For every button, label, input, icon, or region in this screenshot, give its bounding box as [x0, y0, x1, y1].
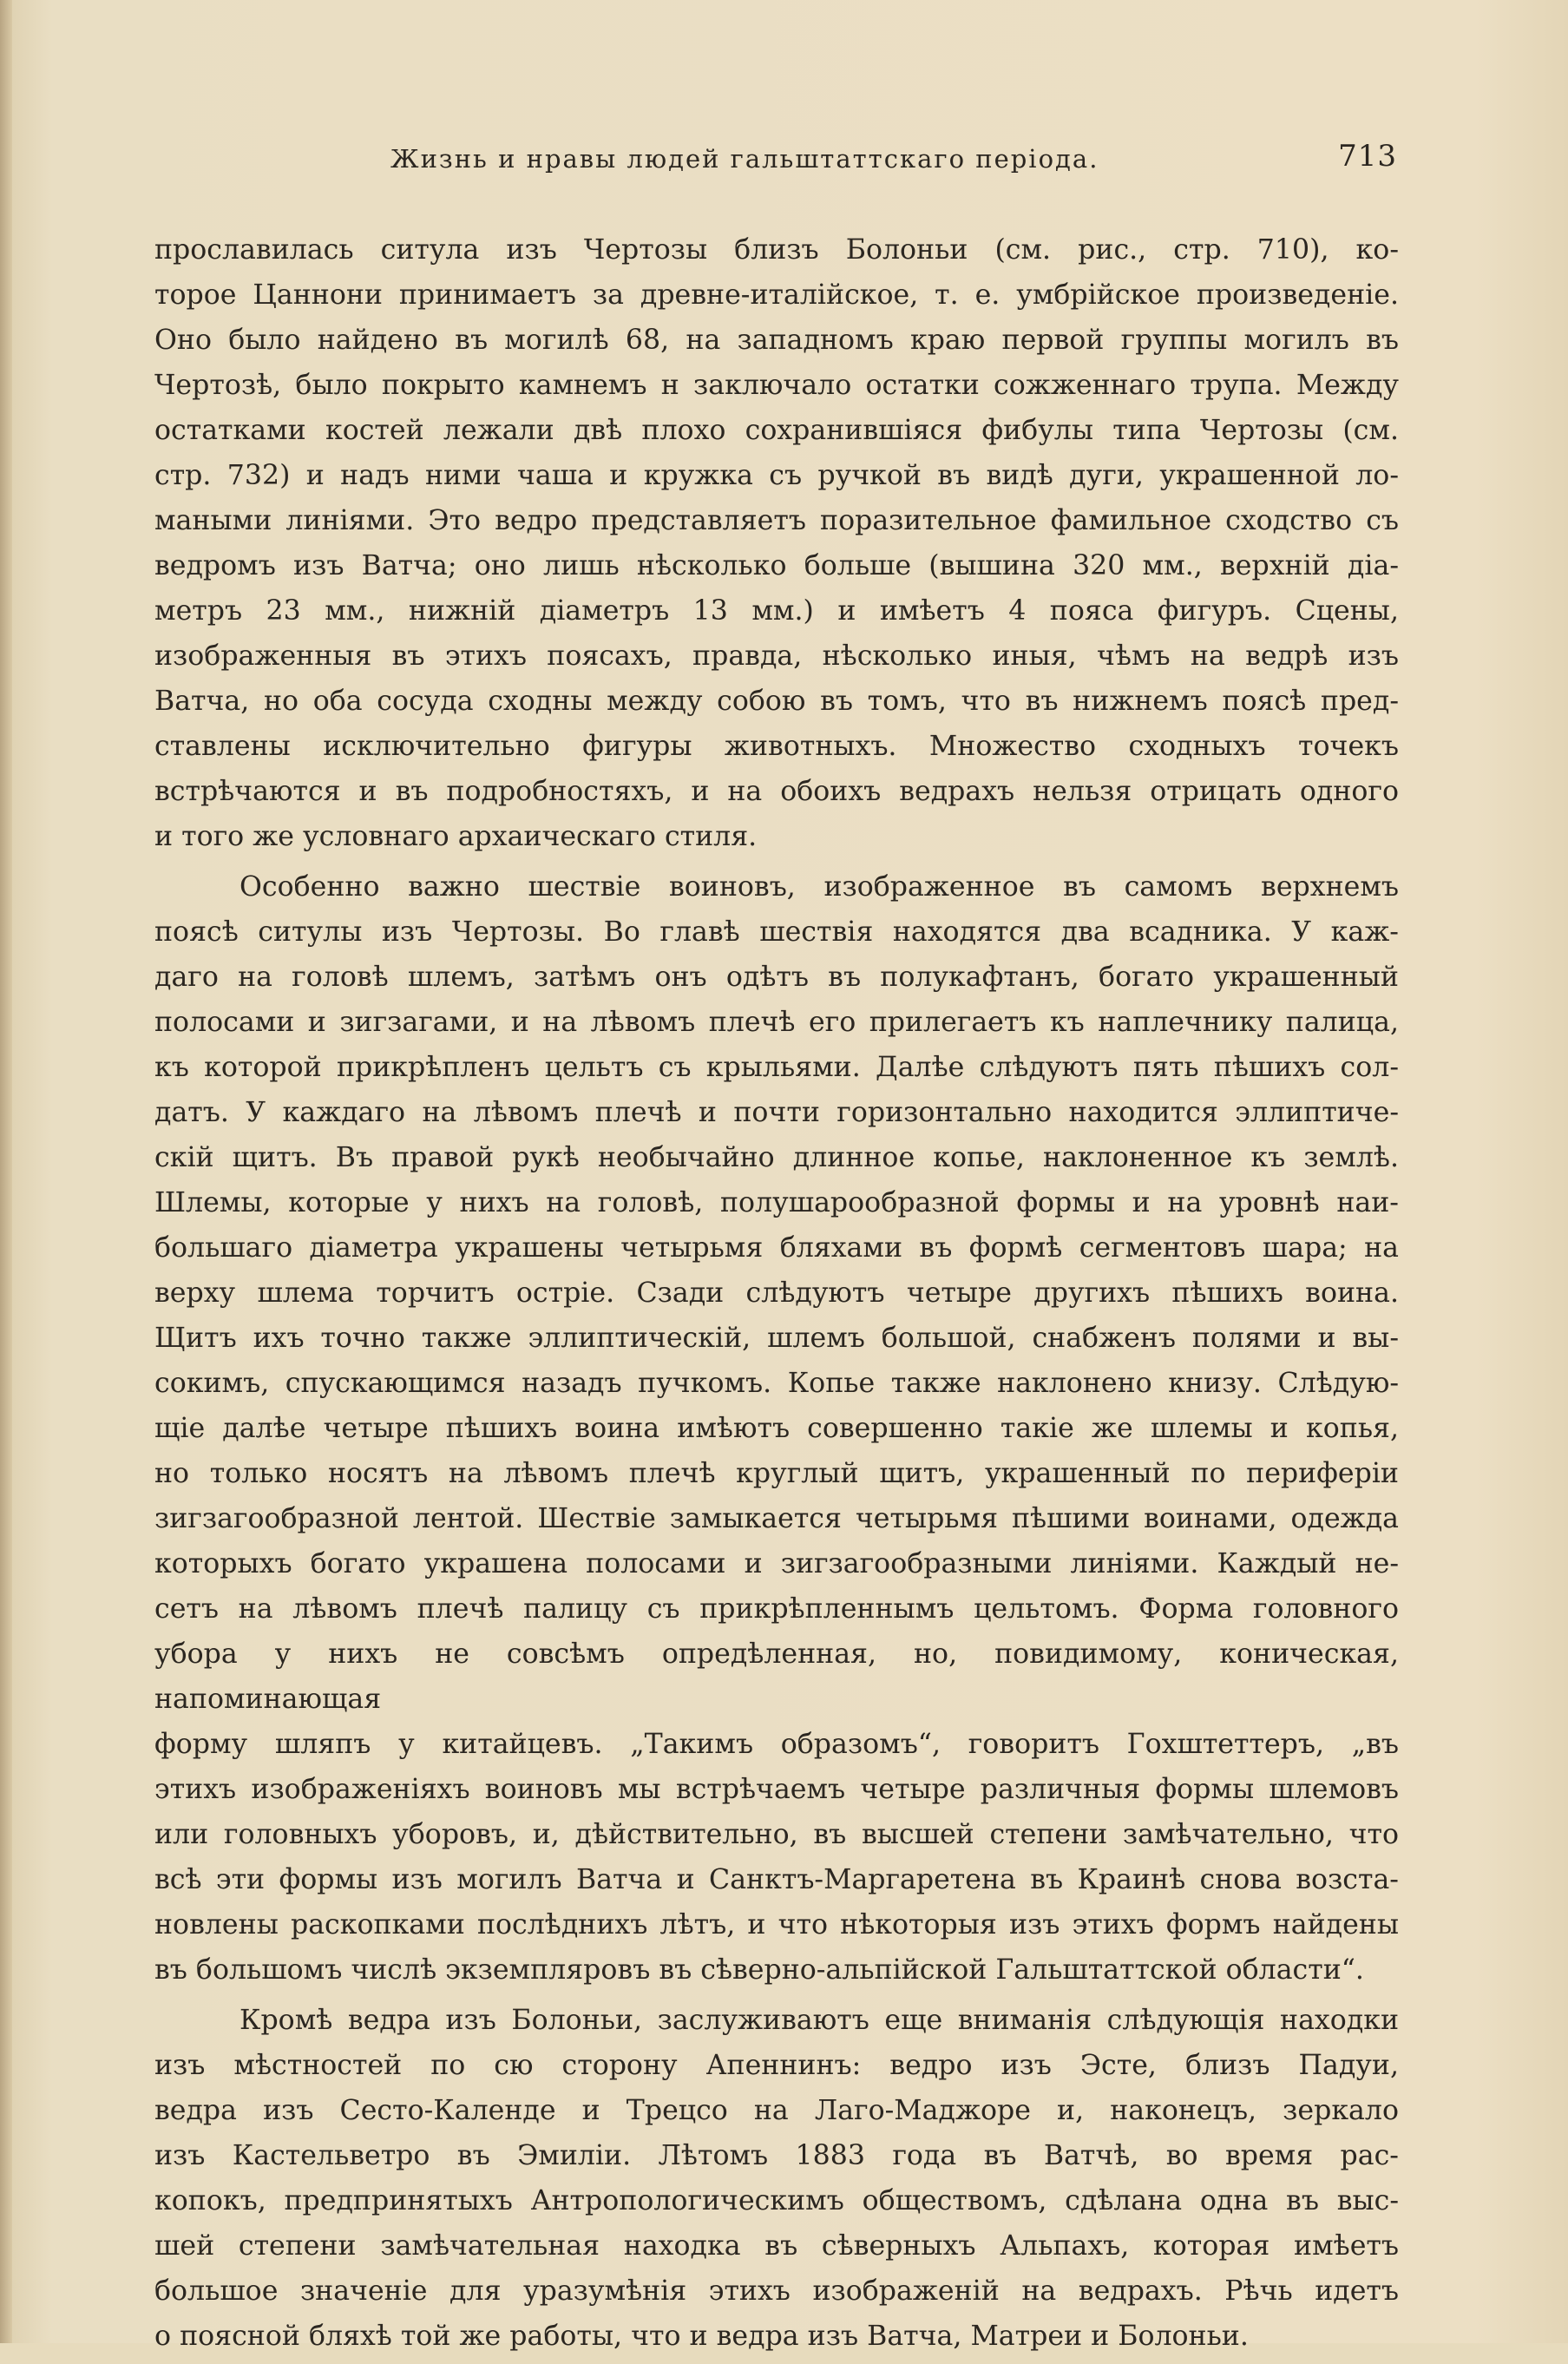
- text-line: Оно было найдено въ могилѣ 68, на западномъ краю первой группы могилъ въ: [154, 325, 1399, 356]
- paragraph-1: [154, 227, 1399, 859]
- body-text: [154, 227, 1399, 2364]
- text-line: о поясной бляхѣ той же работы, что и ведра изъ Ватча, Матреи и Болоньи.: [154, 2321, 1249, 2352]
- text-line: или головныхъ уборовъ, и, дѣйствительно, въ высшей степени замѣчательно, что: [154, 1819, 1399, 1850]
- running-title: Жизнь и нравы людей гальштаттскаго періода.: [390, 144, 1099, 174]
- text-line: шей степени замѣчательная находка въ сѣверныхъ Альпахъ, которая имѣетъ: [154, 2230, 1399, 2262]
- paragraph-3: [154, 1998, 1399, 2359]
- text-line: изображенныя въ этихъ поясахъ, правда, нѣсколько иныя, чѣмъ на ведрѣ изъ: [154, 640, 1399, 672]
- text-line: поясѣ ситулы изъ Чертозы. Во главѣ шествія находятся два всадника. У каж-: [154, 916, 1399, 948]
- text-line: датъ. У каждаго на лѣвомъ плечѣ и почти горизонтально находится эллиптиче-: [154, 1097, 1399, 1128]
- text-line: и того же условнаго архаическаго стиля.: [154, 821, 758, 852]
- text-line: остатками костей лежали двѣ плохо сохранившіяся фибулы типа Чертозы (см.: [154, 415, 1399, 446]
- text-line: изъ мѣстностей по сю сторону Апеннинъ: ведро изъ Эсте, близъ Падуи,: [154, 2050, 1399, 2081]
- text-line: полосами и зигзагами, и на лѣвомъ плечѣ его прилегаетъ къ наплечнику палица,: [154, 1007, 1399, 1038]
- text-line: убора у нихъ не совсѣмъ опредѣленная, но, повидимому, коническая, напоминающая: [154, 1638, 1399, 1715]
- text-line: сокимъ, спускающимся назадъ пучкомъ. Копье также наклонено книзу. Слѣдую-: [154, 1368, 1399, 1399]
- text-line: изъ Кастельветро въ Эмиліи. Лѣтомъ 1883 года въ Ватчѣ, во время рас-: [154, 2140, 1399, 2171]
- text-line: Чертозѣ, было покрыто камнемъ н заключало остатки сожженнаго трупа. Между: [154, 370, 1399, 401]
- text-line: всѣ эти формы изъ могилъ Ватча и Санктъ-Маргаретена въ Краинѣ снова возста-: [154, 1864, 1399, 1895]
- text-line: но только носятъ на лѣвомъ плечѣ круглый щитъ, украшенный по периферіи: [154, 1458, 1399, 1489]
- text-line: форму шляпъ у китайцевъ. „Такимъ образомъ“, говоритъ Гохштеттеръ, „въ: [154, 1729, 1399, 1760]
- text-line: въ большомъ числѣ экземпляровъ въ сѣверно-альпійской Гальштаттской области“.: [154, 1954, 1364, 1986]
- text-line: верху шлема торчитъ остріе. Сзади слѣдуютъ четыре другихъ пѣшихъ воина.: [154, 1277, 1399, 1309]
- text-line: Шлемы, которые у нихъ на головѣ, полушарообразной формы и на уровнѣ наи-: [154, 1187, 1399, 1218]
- text-line: зигзагообразной лентой. Шествіе замыкается четырьмя пѣшими воинами, одежда: [154, 1503, 1399, 1534]
- text-line: копокъ, предпринятыхъ Антропологическимъ обществомъ, сдѣлана одна въ выс-: [154, 2185, 1399, 2216]
- text-line: щіе далѣе четыре пѣшихъ воина имѣютъ совершенно такіе же шлемы и копья,: [154, 1413, 1399, 1444]
- text-line: метръ 23 мм., нижній діаметръ 13 мм.) и имѣетъ 4 пояса фигуръ. Сцены,: [154, 595, 1399, 627]
- text-line: Кромѣ ведра изъ Болоньи, заслуживаютъ еще вниманія слѣдующія находки: [239, 2005, 1399, 2036]
- text-line: скій щитъ. Въ правой рукѣ необычайно длинное копье, наклоненное къ землѣ.: [154, 1142, 1399, 1173]
- text-line: новлены раскопками послѣднихъ лѣтъ, и что нѣкоторыя изъ этихъ формъ найдены: [154, 1909, 1399, 1940]
- text-line: прославилась ситула изъ Чертозы близъ Болоньи (см. рис., стр. 710), ко-: [154, 234, 1399, 266]
- paragraph-2: [154, 864, 1399, 1993]
- page-number: 713: [1338, 139, 1397, 174]
- text-line: сетъ на лѣвомъ плечѣ палицу съ прикрѣпленнымъ цельтомъ. Форма головного: [154, 1593, 1399, 1625]
- text-line: ставлены исключительно фигуры животныхъ. Множество сходныхъ точекъ: [154, 731, 1399, 762]
- text-line: большое значеніе для уразумѣнія этихъ изображеній на ведрахъ. Рѣчь идетъ: [154, 2275, 1399, 2307]
- text-line: маными линіями. Это ведро представляетъ поразительное фамильное сходство съ: [154, 505, 1399, 536]
- text-line: стр. 732) и надъ ними чаша и кружка съ ручкой въ видѣ дуги, украшенной ло-: [154, 460, 1399, 491]
- text-line: встрѣчаются и въ подробностяхъ, и на обоихъ ведрахъ нельзя отрицать одного: [154, 776, 1399, 807]
- text-line: къ которой прикрѣпленъ цельтъ съ крыльями. Далѣе слѣдуютъ пять пѣшихъ сол-: [154, 1052, 1399, 1083]
- text-line: ведромъ изъ Ватча; оно лишь нѣсколько больше (вышина 320 мм., верхній діа-: [154, 550, 1399, 581]
- text-line: Особенно важно шествіе воиновъ, изображенное въ самомъ верхнемъ: [239, 871, 1399, 903]
- text-line: торое Цаннони принимаетъ за древне-италійское, т. е. умбрійское произведеніе.: [154, 279, 1399, 311]
- text-line: которыхъ богато украшена полосами и зигзагообразными линіями. Каждый не-: [154, 1548, 1399, 1579]
- running-header: [243, 139, 1397, 182]
- text-line: Щитъ ихъ точно также эллиптическій, шлемъ большой, снабженъ полями и вы-: [154, 1323, 1399, 1354]
- text-line: большаго діаметра украшены четырьмя бляхами въ формѣ сегментовъ шара; на: [154, 1232, 1399, 1264]
- text-line: этихъ изображеніяхъ воиновъ мы встрѣчаемъ четыре различныя формы шлемовъ: [154, 1774, 1399, 1805]
- text-line: даго на головѣ шлемъ, затѣмъ онъ одѣтъ въ полукафтанъ, богато украшенный: [154, 962, 1399, 993]
- page-edge-shadow: [0, 0, 12, 2343]
- text-line: ведра изъ Сесто-Календе и Трецco на Лаго-Маджоре и, наконецъ, зеркало: [154, 2095, 1399, 2126]
- text-line: Ватча, но оба сосуда сходны между собою въ томъ, что въ нижнемъ поясѣ пред-: [154, 686, 1399, 717]
